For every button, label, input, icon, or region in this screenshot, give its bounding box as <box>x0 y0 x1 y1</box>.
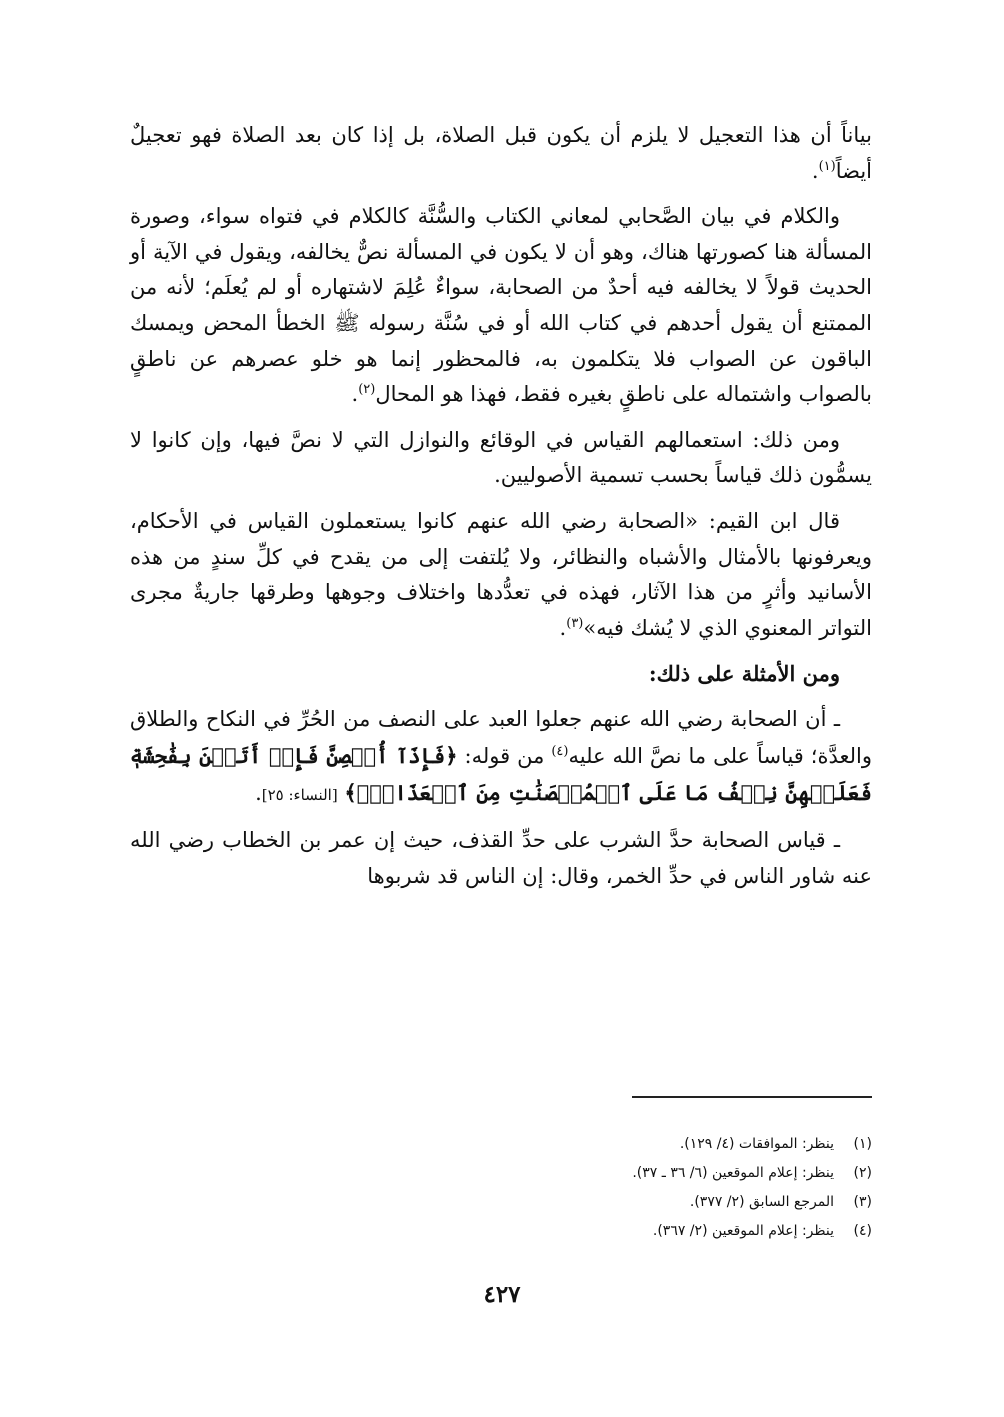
footnote-ref-1[interactable]: (١) <box>818 158 836 174</box>
paragraph-1-end: . <box>811 158 819 183</box>
page-number: ٤٢٧ <box>483 1281 521 1308</box>
footnotes <box>372 1130 872 1246</box>
footnote-1-text: ينظر: الموافقات (٤/ ١٢٩). <box>679 1136 834 1152</box>
footnote-ref-4[interactable]: (٤) <box>551 743 569 759</box>
example-1-end: . <box>255 780 262 805</box>
example-1 <box>130 702 872 813</box>
footnote-4-text: ينظر: إعلام الموقعين (٢/ ٣٦٧). <box>652 1223 834 1239</box>
footnote-4 <box>372 1217 872 1246</box>
example-2-text: ـ قياس الصحابة حدَّ الشرب على حدِّ القذف، حيث إن عمر بن الخطاب رضي الله عنه شاور الناس في حدِّ الخمر، وقال: إن الناس قد شربوها <box>130 828 872 888</box>
footnote-ref-3[interactable]: (٣) <box>566 615 584 631</box>
footnote-3-text: المرجع السابق (٢/ ٣٧٧). <box>689 1194 834 1210</box>
footnote-1-number: (١) <box>853 1136 872 1152</box>
paragraph-4-text: قال ابن القيم: «الصحابة رضي الله عنهم كانوا يستعملون القياس في الأحكام، ويعرفونها بالأمثال والأشباه والنظائر، ولا يُلتفت إلى من يقدح في كلِّ سندٍ من هذه الأسانيد وأثرٍ من هذا الآثار، فهذه في تعدُّدها واختلاف وجوهها وطرقها جاريةٌ مجرى التواتر المعنوي الذي لا يُشك فيه» <box>130 508 872 640</box>
quran-citation: [النساء: ٢٥] <box>261 785 338 804</box>
paragraph-2 <box>130 199 872 413</box>
footnote-3-number: (٣) <box>853 1194 872 1210</box>
footnote-separator <box>632 1096 872 1098</box>
paragraph-4 <box>130 504 872 646</box>
example-2 <box>130 823 872 894</box>
example-1-intro: من قوله: <box>464 743 545 768</box>
footnote-ref-2[interactable]: (٢) <box>358 382 376 398</box>
paragraph-3-text: ومن ذلك: استعمالهم القياس في الوقائع والنوازل التي لا نصَّ فيها، وإن كانوا لا يسمُّون ذلك قياساً بحسب تسمية الأصوليين. <box>130 427 872 488</box>
example-1-text: ـ أن الصحابة رضي الله عنهم جعلوا العبد على النصف من الحُرِّ في النكاح والطلاق والعدَّة؛ قياساً على ما نصَّ الله عليه <box>130 707 872 768</box>
section-heading: ومن الأمثلة على ذلك: <box>648 661 840 687</box>
paragraph-3 <box>130 423 872 494</box>
footnote-2-text: ينظر: إعلام الموقعين (٦/ ٣٦ ـ ٣٧). <box>632 1165 834 1181</box>
paragraph-2-text: والكلام في بيان الصَّحابي لمعاني الكتاب والسُّنَّة كالكلام في فتواه سواء، وصورة المسألة هنا كصورتها هناك، وهو أن لا يكون في المسألة نصٌّ يخالفه، ويقول في الآية أو الحديث قولاً لا يخالفه فيه أحدٌ من الصحابة، سواءٌ عُلِمَ لاشتهاره أو لم يُعلَم؛ لأنه من الممتنع أن يقول أحدهم في كتاب الله أو في سُنَّة رسوله ﷺ الخطأ المحض ويمسك الباقون عن الصواب فلا يتكلمون به، فالمحظور إنما هو خلو عصرهم عن ناطقٍ بالصواب واشتماله على ناطقٍ بغيره فقط، فهذا هو المحال <box>130 204 872 407</box>
footnote-2-number: (٢) <box>853 1165 872 1181</box>
paragraph-4-end: . <box>559 615 567 640</box>
footnote-4-number: (٤) <box>853 1223 872 1239</box>
footnote-1 <box>372 1130 872 1159</box>
footnote-2 <box>372 1159 872 1188</box>
footnote-3 <box>372 1188 872 1217</box>
page-body <box>130 118 872 904</box>
quran-verse: ﴿فَإِذَآ أُحۡصِنَّ فَإِنۡ أَتَيۡنَ بِفَٰحِشَةٖ فَعَلَيۡهِنَّ نِصۡفُ مَا عَلَى ٱلۡمُحۡصَنَٰتِ مِنَ ٱلۡعَذَابِۚ﴾ <box>130 742 872 805</box>
paragraph-2-end: . <box>351 382 359 407</box>
paragraph-1 <box>130 118 872 189</box>
paragraph-1-text: بياناً أن هذا التعجيل لا يلزم أن يكون قبل الصلاة، بل إذا كان بعد الصلاة فهو تعجيلٌ أيضاً <box>130 123 872 183</box>
